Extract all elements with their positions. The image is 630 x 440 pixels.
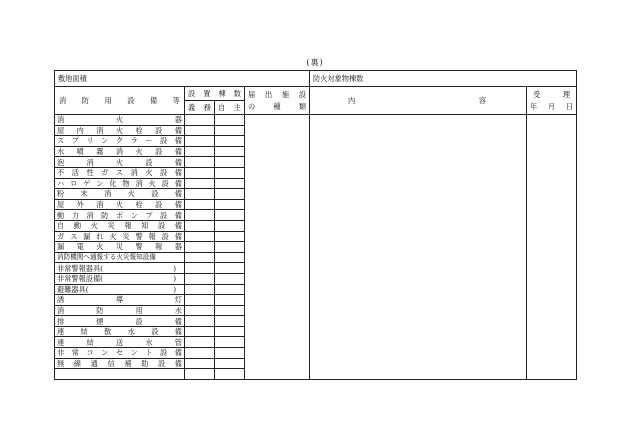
facility-register-table <box>54 70 577 380</box>
obligatory-count-cell[interactable] <box>185 252 215 263</box>
voluntary-label: 自 主 <box>218 102 241 112</box>
obligatory-count-cell[interactable] <box>185 284 215 295</box>
notification-type-line1: 届 出 施 設 <box>248 89 307 99</box>
voluntary-count-cell[interactable] <box>215 178 245 189</box>
voluntary-count-cell[interactable] <box>215 146 245 157</box>
equipment-name-cell <box>55 125 185 136</box>
voluntary-count-cell[interactable] <box>215 348 245 359</box>
equipment-name-cell <box>55 178 185 189</box>
receipt-date-header <box>527 87 577 115</box>
voluntary-count-cell[interactable] <box>215 273 245 284</box>
equipment-name: ガ ス 漏 れ 火 災 警 報 設 備 <box>57 231 182 241</box>
equipment-name: 泡 消 火 設 備 <box>57 157 182 167</box>
obligatory-count-cell[interactable] <box>185 358 215 369</box>
equipment-name-cell <box>55 326 185 337</box>
voluntary-count-cell[interactable] <box>215 242 245 253</box>
equipment-name: 自 動 火 災 報 知 設 備 <box>57 221 182 231</box>
equipment-name-cell <box>55 284 185 295</box>
obligatory-count-cell[interactable] <box>185 199 215 210</box>
install-count-header <box>185 87 245 101</box>
equipment-name: 非 常 コ ン セ ン ト 設 備 <box>57 348 182 358</box>
equipment-name-cell <box>55 189 185 200</box>
equipment-name: ス プ リ ン ク ラ ー 設 備 <box>57 136 182 146</box>
obligatory-count-cell[interactable] <box>185 157 215 168</box>
obligatory-count-cell[interactable] <box>185 337 215 348</box>
voluntary-count-cell[interactable] <box>215 199 245 210</box>
equipment-name: 排 煙 設 備 <box>57 316 182 326</box>
equipment-name-cell <box>55 167 185 178</box>
equipment-name-cell <box>55 358 185 369</box>
equipment-name-cell <box>55 348 185 359</box>
equipment-name: 屋 内 消 火 栓 設 備 <box>57 125 182 135</box>
voluntary-count-cell[interactable] <box>215 316 245 327</box>
equipment-name: 消 防 用 水 <box>57 305 182 315</box>
equipment-name-cell <box>55 337 185 348</box>
contents-header <box>310 87 527 115</box>
obligatory-count-cell[interactable] <box>185 167 215 178</box>
voluntary-count-cell[interactable] <box>215 231 245 242</box>
obligatory-count-cell[interactable] <box>185 231 215 242</box>
voluntary-count-cell[interactable] <box>215 337 245 348</box>
equipment-name-cell <box>55 115 185 126</box>
equipment-name: 非常警報設備( ) <box>57 274 176 284</box>
equipment-header <box>55 87 185 115</box>
voluntary-count-cell[interactable] <box>215 326 245 337</box>
voluntary-count-cell[interactable] <box>215 305 245 316</box>
date-label: 年 月 日 <box>530 101 574 111</box>
equipment-name: 水 噴 霧 消 火 設 備 <box>57 147 182 157</box>
obligatory-count-cell[interactable] <box>185 316 215 327</box>
voluntary-count-cell[interactable] <box>215 284 245 295</box>
voluntary-count-cell[interactable] <box>215 210 245 221</box>
equipment-name-cell <box>55 157 185 168</box>
install-count-label: 設 置 棟 数 <box>188 88 241 98</box>
voluntary-count-cell[interactable] <box>215 252 245 263</box>
voluntary-count-cell[interactable] <box>215 295 245 306</box>
equipment-name-cell <box>55 295 185 306</box>
obligatory-count-cell[interactable] <box>185 242 215 253</box>
equipment-name-cell <box>55 136 185 147</box>
equipment-name: 漏 電 火 災 警 報 器 <box>57 242 182 252</box>
obligatory-count-cell[interactable] <box>185 136 215 147</box>
equipment-name: 避難器具( ) <box>57 284 176 294</box>
equipment-name: 連 結 散 水 設 備 <box>57 327 182 337</box>
blank-cell[interactable] <box>185 369 215 380</box>
equipment-name-cell <box>55 210 185 221</box>
equipment-name-cell <box>55 305 185 316</box>
equipment-name: 連 結 送 水 管 <box>57 337 182 347</box>
page-side-label: (裏) <box>306 58 324 67</box>
voluntary-count-cell[interactable] <box>215 358 245 369</box>
obligatory-count-cell[interactable] <box>185 305 215 316</box>
obligatory-count-cell[interactable] <box>185 125 215 136</box>
contents-label-a: 内 <box>348 95 356 105</box>
blank-cell[interactable] <box>215 369 245 380</box>
voluntary-count-cell[interactable] <box>215 157 245 168</box>
obligatory-header <box>185 101 215 115</box>
obligatory-count-cell[interactable] <box>185 178 215 189</box>
equipment-name-cell <box>55 231 185 242</box>
notification-type-line2: の 種 類 <box>248 101 307 111</box>
obligatory-count-cell[interactable] <box>185 295 215 306</box>
equipment-name: 動 力 消 防 ポ ン プ 設 備 <box>57 210 182 220</box>
equipment-name: ハ ロ ゲ ン 化 物 消 火 設 備 <box>57 178 182 188</box>
notification-type-header <box>245 87 310 115</box>
obligatory-count-cell[interactable] <box>185 189 215 200</box>
obligatory-count-cell[interactable] <box>185 348 215 359</box>
contents-cell[interactable] <box>310 115 527 380</box>
equipment-name: 無 線 通 信 補 助 設 備 <box>57 358 182 368</box>
voluntary-count-cell[interactable] <box>215 167 245 178</box>
voluntary-count-cell[interactable] <box>215 136 245 147</box>
obligatory-count-cell[interactable] <box>185 220 215 231</box>
receipt-label: 受 理 <box>533 89 571 99</box>
obligatory-count-cell[interactable] <box>185 263 215 274</box>
voluntary-count-cell[interactable] <box>215 125 245 136</box>
obligatory-count-cell[interactable] <box>185 326 215 337</box>
receipt-date-cell[interactable] <box>527 115 577 380</box>
equipment-header-label: 消 防 用 設 備 等 <box>59 95 180 105</box>
voluntary-count-cell[interactable] <box>215 115 245 126</box>
obligatory-count-cell[interactable] <box>185 210 215 221</box>
equipment-name: 屋 外 消 火 栓 設 備 <box>57 200 182 210</box>
equipment-name: 不 活 性 ガ ス 消 火 設 備 <box>57 168 182 178</box>
equipment-name: 消 火 器 <box>57 115 182 125</box>
equipment-name: 消防機関へ通報する火災報知設備 <box>57 253 156 262</box>
voluntary-header <box>215 101 245 115</box>
building-count-cell[interactable] <box>310 71 577 87</box>
obligatory-label: 義 務 <box>188 102 211 112</box>
equipment-row <box>55 115 577 126</box>
equipment-name-cell <box>55 252 185 263</box>
site-area-label: 敷地面積 <box>58 73 87 83</box>
voluntary-count-cell[interactable] <box>215 263 245 274</box>
obligatory-count-cell[interactable] <box>185 115 215 126</box>
equipment-name-cell <box>55 273 185 284</box>
equipment-name: 誘 導 灯 <box>57 295 182 305</box>
equipment-name-cell <box>55 220 185 231</box>
equipment-name-cell <box>55 242 185 253</box>
equipment-name: 粉 末 消 火 設 備 <box>57 189 182 199</box>
equipment-name: 非常警報器具( ) <box>57 263 176 273</box>
equipment-name-cell <box>55 146 185 157</box>
notification-type-cell[interactable] <box>245 115 310 380</box>
contents-label-b: 容 <box>478 95 487 105</box>
equipment-name-cell <box>55 316 185 327</box>
obligatory-count-cell[interactable] <box>185 146 215 157</box>
obligatory-count-cell[interactable] <box>185 273 215 284</box>
equipment-name-cell <box>55 263 185 274</box>
equipment-name-cell <box>55 199 185 210</box>
voluntary-count-cell[interactable] <box>215 220 245 231</box>
building-count-label: 防火対象物棟数 <box>313 73 364 83</box>
voluntary-count-cell[interactable] <box>215 189 245 200</box>
site-area-cell[interactable] <box>55 71 310 87</box>
blank-cell[interactable] <box>55 369 185 380</box>
